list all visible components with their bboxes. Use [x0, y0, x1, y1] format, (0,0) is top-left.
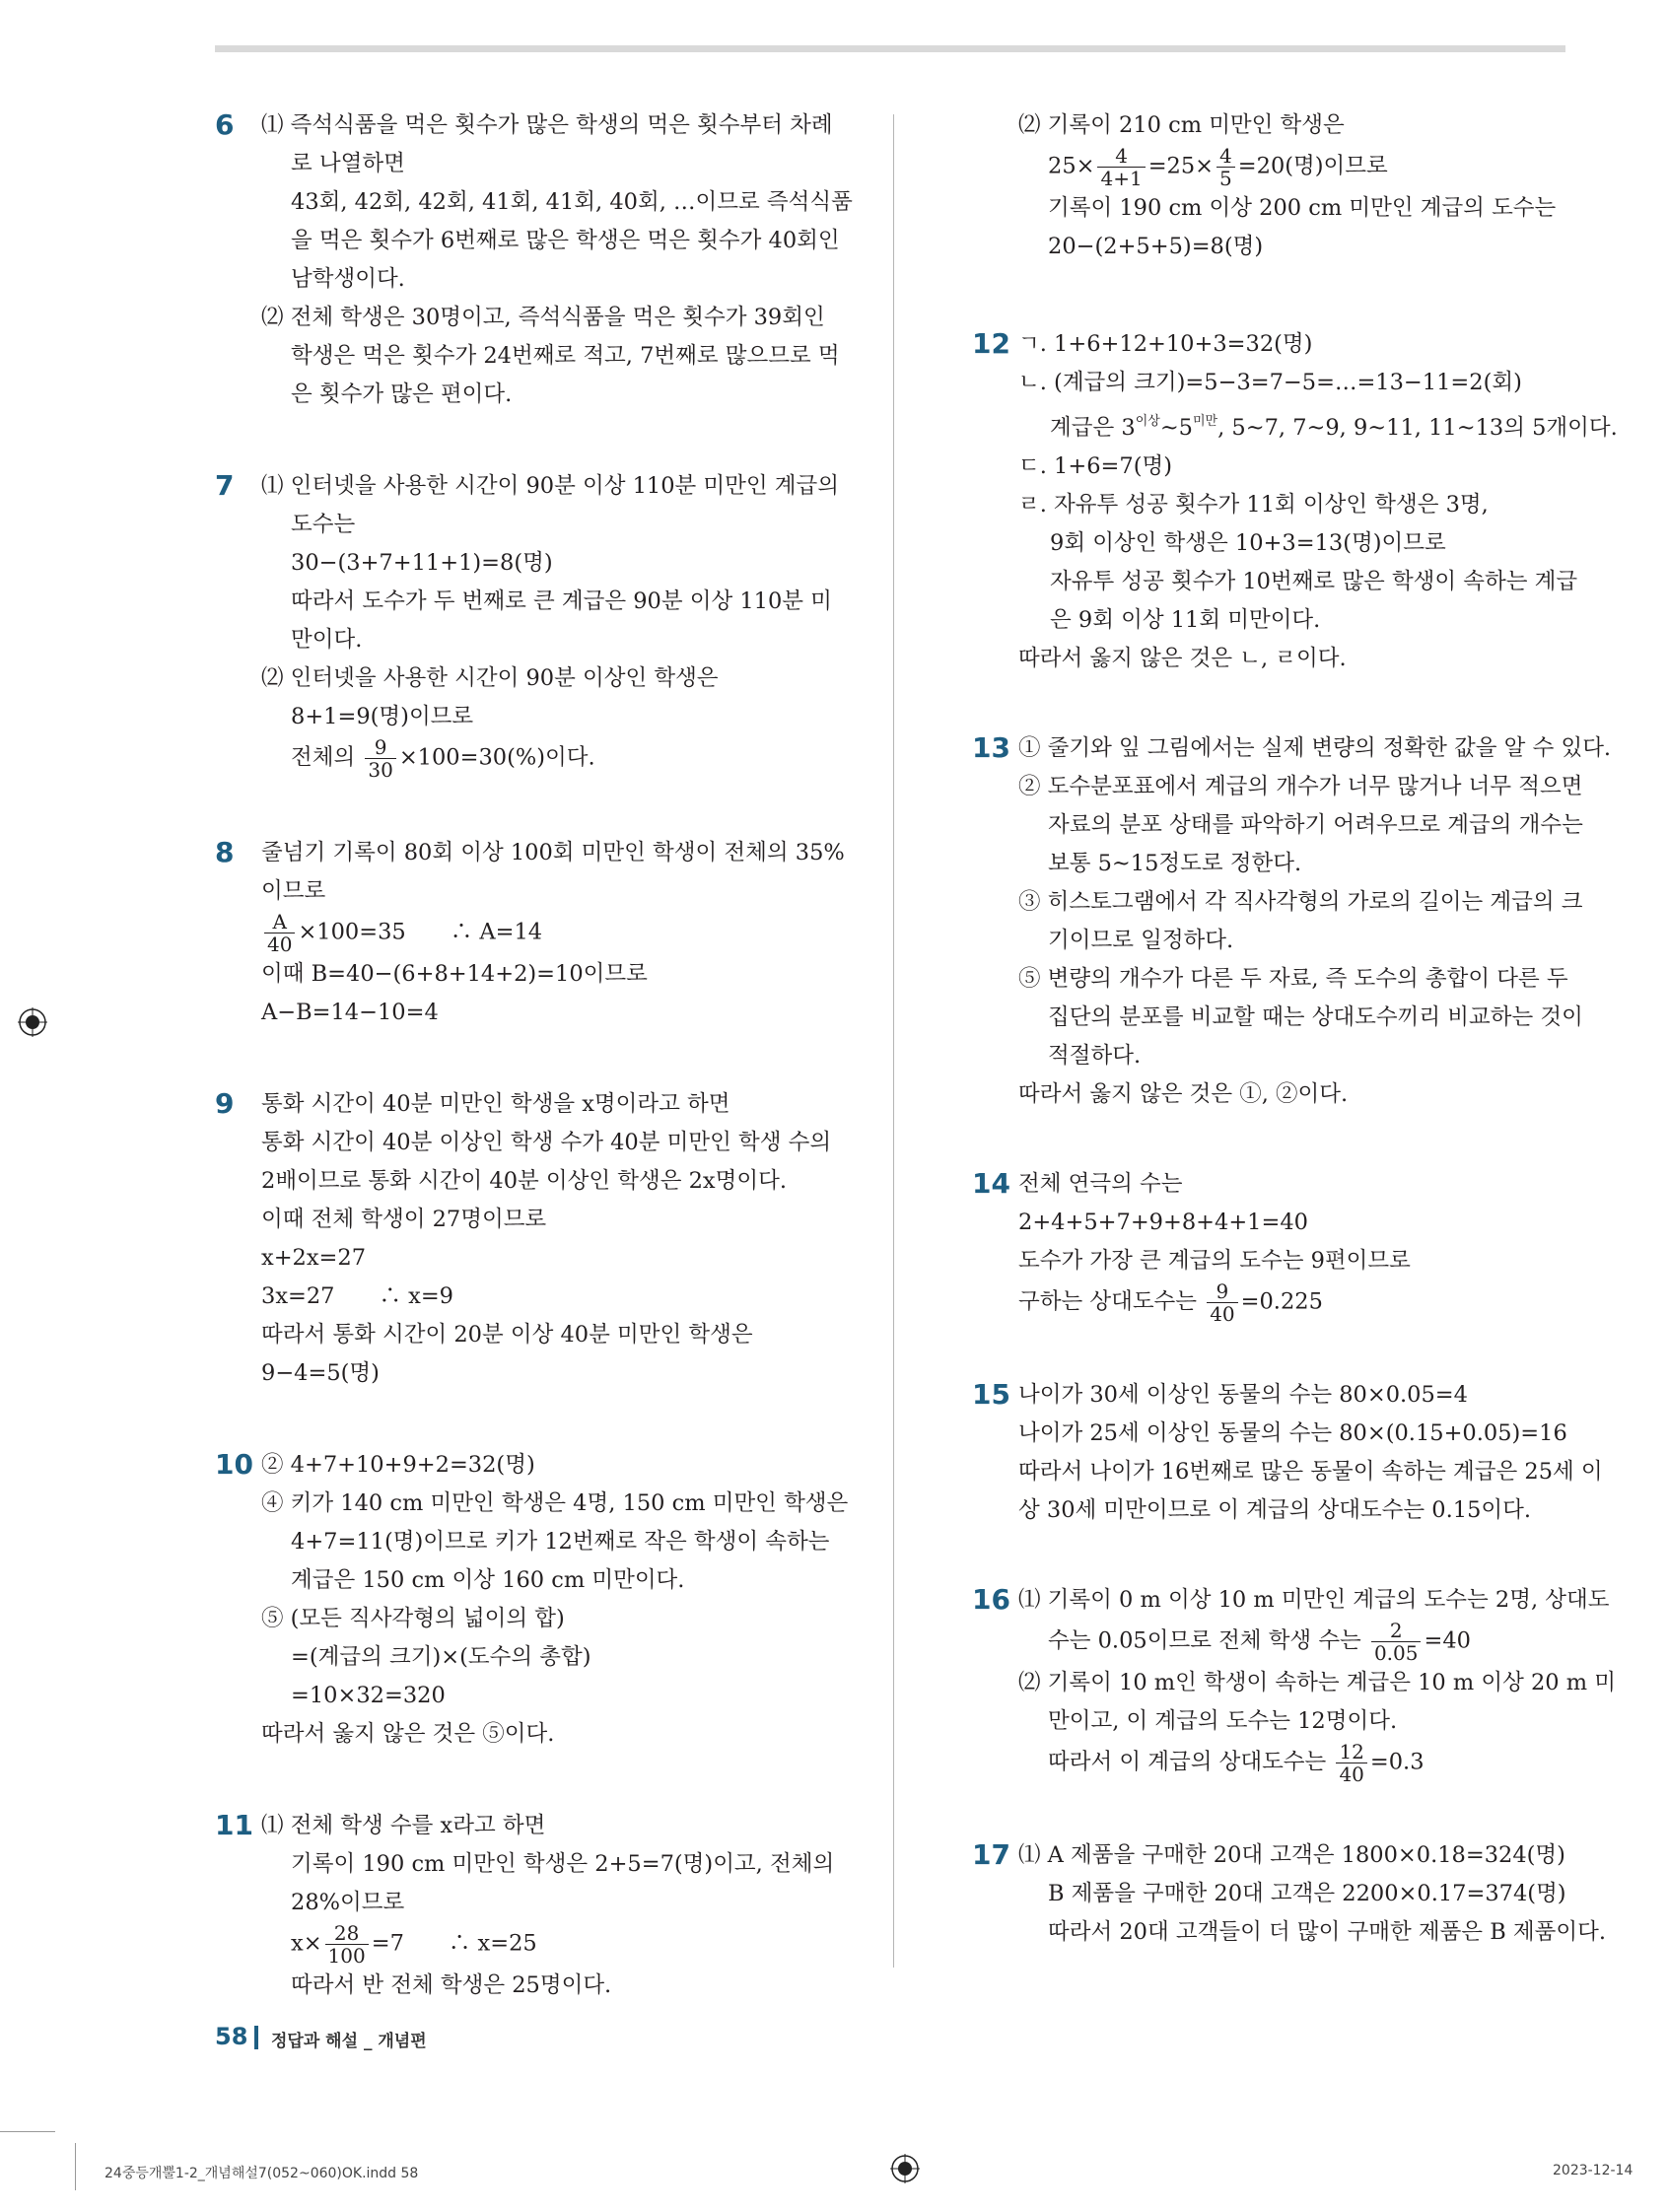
text-segment: 수는 0.05이므로 전체 학생 수는 — [1048, 1627, 1368, 1654]
problem-14 — [972, 1165, 1564, 1325]
text-segment: , 5~7, 7~9, 9~11, 11~13의 5개이다. — [1217, 415, 1618, 441]
text-line: 따라서 반 전체 학생은 25명이다. — [291, 1972, 612, 1998]
fraction-numerator: 9 — [1207, 1280, 1237, 1303]
text-segment: ×100=35 ∴ A=14 — [298, 919, 543, 945]
text-line: ⑤ (모든 직사각형의 넓이의 합) — [261, 1606, 565, 1631]
problem-number: 13 — [972, 731, 1010, 764]
text-segment: =25× — [1147, 153, 1215, 179]
text-line: 만이고, 이 계급의 도수는 12명이다. — [1048, 1708, 1398, 1734]
text-line: ④ 키가 140 cm 미만인 학생은 4명, 150 cm 미만인 학생은 — [261, 1490, 849, 1516]
fraction — [1336, 1741, 1366, 1785]
text-line: 따라서 도수가 두 번째로 큰 계급은 90분 이상 110분 미 — [291, 588, 832, 614]
text-segment: 전체의 — [291, 744, 363, 771]
fraction-denominator: 40 — [1210, 1302, 1235, 1326]
problem-number: 7 — [215, 469, 235, 502]
crop-mark — [75, 2143, 76, 2190]
slug-date: 2023-12-14 — [1553, 2163, 1633, 2178]
fraction-numerator: 12 — [1336, 1741, 1366, 1763]
text-line: 나이가 30세 이상인 동물의 수는 80×0.05=4 — [1018, 1382, 1468, 1408]
fraction — [1371, 1620, 1422, 1664]
text-line: A−B=14−10=4 — [261, 1000, 439, 1025]
text-line: ① 줄기와 잎 그림에서는 실제 변량의 정확한 값을 알 수 있다. — [1018, 735, 1612, 761]
text-line: 기록이 190 cm 이상 200 cm 미만인 계급의 도수는 — [1048, 195, 1557, 221]
text-line: 2배이므로 통화 시간이 40분 이상인 학생은 2x명이다. — [261, 1168, 787, 1194]
fraction-numerator: 4 — [1216, 145, 1235, 168]
problem-number: 8 — [215, 836, 235, 868]
text-line: 따라서 옳지 않은 것은 ⑤이다. — [261, 1721, 555, 1747]
fraction — [1216, 145, 1235, 189]
text-segment: 25× — [1048, 153, 1095, 179]
problem-8 — [215, 834, 856, 1032]
registration-mark-icon — [890, 2154, 920, 2183]
text-line — [1018, 402, 1618, 448]
text-line: 이므로 — [261, 878, 326, 904]
text-segment: =0.3 — [1369, 1749, 1425, 1775]
text-segment: =40 — [1424, 1627, 1471, 1654]
problem-number: 15 — [972, 1378, 1010, 1411]
crop-mark — [0, 2131, 55, 2132]
fraction — [264, 911, 295, 955]
text-segment: 구하는 상대도수는 — [1018, 1288, 1205, 1315]
footer-title: 정답과 해설 _ 개념편 — [271, 2032, 427, 2051]
text-line: ⑤ 변량의 개수가 다른 두 자료, 즉 도수의 총합이 다른 두 — [1018, 966, 1568, 992]
text-line: 따라서 옳지 않은 것은 ①, ②이다. — [1018, 1081, 1349, 1107]
text-line: 자료의 분포 상태를 파악하기 어려우므로 계급의 개수는 — [1048, 812, 1583, 838]
fraction-numerator: 9 — [365, 736, 395, 759]
fraction-denominator: 100 — [327, 1944, 366, 1968]
problem-17 — [972, 1836, 1606, 1952]
fraction-numerator: A — [264, 911, 295, 933]
problem-12 — [972, 325, 1618, 678]
text-line: ㄱ. 1+6+12+10+3=32(명) — [1018, 331, 1313, 357]
text-line: 8+1=9(명)이므로 — [291, 704, 474, 729]
fraction — [1207, 1280, 1237, 1325]
fraction-denominator: 0.05 — [1373, 1641, 1419, 1665]
text-line: 28%이므로 — [291, 1890, 405, 1915]
text-line: 남학생이다. — [291, 266, 405, 292]
text-line — [1018, 145, 1564, 189]
column-divider — [893, 114, 894, 1968]
text-line: 을 먹은 횟수가 6번째로 많은 학생은 먹은 횟수가 40회인 — [291, 228, 840, 253]
text-line: 은 9회 이상 11회 미만이다. — [1050, 607, 1321, 633]
text-line: 따라서 통화 시간이 20분 이상 40분 미만인 학생은 — [261, 1322, 753, 1348]
problem-number: 9 — [215, 1087, 235, 1120]
text-line: 만이다. — [291, 627, 363, 653]
text-line: ⑴ 기록이 0 m 이상 10 m 미만인 계급의 도수는 2명, 상대도 — [1018, 1587, 1610, 1613]
problem-number: 10 — [215, 1448, 253, 1481]
fraction-numerator: 28 — [325, 1922, 369, 1945]
text-line: 통화 시간이 40분 이상인 학생 수가 40분 미만인 학생 수의 — [261, 1130, 832, 1155]
text-line: ⑴ A 제품을 구매한 20대 고객은 1800×0.18=324(명) — [1018, 1842, 1565, 1868]
text-line: 자유투 성공 횟수가 10번째로 많은 학생이 속하는 계급 — [1050, 569, 1578, 594]
problem-cont — [972, 106, 1564, 266]
text-segment: ×100=30(%)이다. — [398, 744, 595, 771]
superscript: 미만 — [1192, 414, 1218, 429]
text-segment: ~5 — [1159, 415, 1193, 441]
problem-number: 12 — [972, 327, 1010, 360]
text-segment: =7 ∴ x=25 — [371, 1930, 537, 1957]
text-line: 도수는 — [291, 512, 356, 537]
text-line: ② 4+7+10+9+2=32(명) — [261, 1452, 535, 1478]
text-segment: =20(명)이므로 — [1237, 153, 1388, 179]
text-line: =10×32=320 — [291, 1683, 446, 1708]
text-line: 따라서 나이가 16번째로 많은 동물이 속하는 계급은 25세 이 — [1018, 1459, 1603, 1485]
fraction-denominator: 4+1 — [1100, 167, 1143, 190]
text-line: ③ 히스토그램에서 각 직사각형의 가로의 길이는 계급의 크 — [1018, 889, 1583, 915]
problem-13 — [972, 729, 1612, 1114]
text-line: 이때 전체 학생이 27명이므로 — [261, 1207, 547, 1232]
fraction-denominator: 5 — [1219, 167, 1232, 190]
text-line: 상 30세 미만이므로 이 계급의 상대도수는 0.15이다. — [1018, 1497, 1532, 1523]
fraction — [365, 736, 395, 781]
text-line: 보통 5~15정도로 정한다. — [1048, 851, 1302, 876]
text-line: 적절하다. — [1048, 1043, 1142, 1069]
left-column — [215, 106, 856, 2005]
registration-mark-icon — [18, 1007, 47, 1037]
text-segment: x× — [291, 1930, 322, 1957]
text-line: 기이므로 일정하다. — [1048, 928, 1234, 953]
text-line: ⑴ 즉석식품을 먹은 횟수가 많은 학생의 먹은 횟수부터 차례 — [261, 112, 833, 138]
fraction — [325, 1922, 369, 1967]
fraction — [1097, 145, 1145, 189]
text-line: 9−4=5(명) — [261, 1360, 380, 1386]
problem-number: 16 — [972, 1583, 1010, 1616]
text-line: 도수가 가장 큰 계급의 도수는 9편이므로 — [1018, 1248, 1411, 1274]
text-line: 집단의 분포를 비교할 때는 상대도수끼리 비교하는 것이 — [1048, 1004, 1583, 1030]
text-line: 4+7=11(명)이므로 키가 12번째로 작은 학생이 속하는 — [291, 1529, 830, 1555]
text-line: 통화 시간이 40분 미만인 학생을 x명이라고 하면 — [261, 1091, 730, 1117]
problem-10 — [215, 1446, 856, 1754]
fraction-numerator: 2 — [1371, 1620, 1422, 1642]
problem-6 — [215, 106, 856, 414]
text-line: ⑵ 인터넷을 사용한 시간이 90분 이상인 학생은 — [261, 665, 719, 691]
problem-number: 17 — [972, 1838, 1010, 1871]
text-line: 은 횟수가 많은 편이다. — [291, 381, 513, 407]
problem-16 — [972, 1581, 1616, 1786]
problem-number: 14 — [972, 1167, 1010, 1200]
problem-15 — [972, 1376, 1603, 1530]
text-line — [261, 736, 856, 781]
problem-11 — [215, 1807, 856, 2005]
text-line: ⑴ 인터넷을 사용한 시간이 90분 이상 110분 미만인 계급의 — [261, 473, 839, 499]
superscript: 이상 — [1135, 414, 1160, 429]
text-line — [1018, 1741, 1564, 1785]
text-line: 9회 이상인 학생은 10+3=13(명)이므로 — [1050, 530, 1446, 556]
slug-filename: 24중등개뿔1-2_개념해설7(052~060)OK.indd 58 — [104, 2166, 419, 2181]
text-line: 로 나열하면 — [291, 151, 405, 176]
text-line: =(계급의 크기)×(도수의 총합) — [291, 1644, 591, 1670]
text-line: ㄴ. (계급의 크기)=5−3=7−5=…=13−11=2(회) — [1018, 370, 1522, 395]
text-line: 43회, 42회, 42회, 41회, 41회, 40회, …이므로 즉석식품 — [291, 189, 853, 215]
text-line: 전체 연극의 수는 — [1018, 1171, 1183, 1197]
fraction-denominator: 30 — [368, 758, 393, 782]
text-line: ⑵ 기록이 210 cm 미만인 학생은 — [1018, 112, 1345, 138]
footer-divider — [254, 2026, 258, 2049]
text-line: 계급은 150 cm 이상 160 cm 미만이다. — [291, 1567, 685, 1593]
text-segment: 따라서 이 계급의 상대도수는 — [1048, 1749, 1334, 1775]
text-line: 3x=27 ∴ x=9 — [261, 1283, 453, 1309]
text-line: ⑵ 기록이 10 m인 학생이 속하는 계급은 10 m 이상 20 m 미 — [1018, 1670, 1616, 1695]
text-line: 이때 B=40−(6+8+14+2)=10이므로 — [261, 961, 648, 987]
text-line: ② 도수분포표에서 계급의 개수가 너무 많거나 너무 적으면 — [1018, 774, 1583, 799]
text-line: 기록이 190 cm 미만인 학생은 2+5=7(명)이고, 전체의 — [291, 1851, 835, 1877]
text-line: ㄹ. 자유투 성공 횟수가 11회 이상인 학생은 3명, — [1018, 492, 1489, 518]
right-column — [972, 106, 1618, 1952]
text-line — [1018, 1620, 1564, 1664]
text-line: 따라서 20대 고객들이 더 많이 구매한 제품은 B 제품이다. — [1048, 1919, 1606, 1945]
top-rule — [215, 45, 1565, 52]
text-line: 학생은 먹은 횟수가 24번째로 적고, 7번째로 많으므로 먹 — [291, 343, 840, 369]
text-segment: =0.225 — [1240, 1288, 1323, 1315]
text-line: 나이가 25세 이상인 동물의 수는 80×(0.15+0.05)=16 — [1018, 1420, 1567, 1446]
text-line — [261, 911, 856, 955]
text-line — [1018, 1280, 1564, 1325]
fraction-denominator: 40 — [1339, 1763, 1364, 1786]
problem-9 — [215, 1085, 856, 1393]
text-line: 줄넘기 기록이 80회 이상 100회 미만인 학생이 전체의 35% — [261, 840, 845, 865]
problem-number: 11 — [215, 1809, 253, 1841]
problem-7 — [215, 467, 856, 781]
text-line: B 제품을 구매한 20대 고객은 2200×0.17=374(명) — [1048, 1881, 1566, 1906]
text-line: 20−(2+5+5)=8(명) — [1048, 234, 1264, 259]
text-line — [261, 1922, 856, 1967]
text-line: x+2x=27 — [261, 1245, 367, 1271]
text-line: 2+4+5+7+9+8+4+1=40 — [1018, 1210, 1308, 1235]
text-line: 따라서 옳지 않은 것은 ㄴ, ㄹ이다. — [1018, 646, 1347, 671]
text-line: ㄷ. 1+6=7(명) — [1018, 453, 1172, 479]
text-line: ⑴ 전체 학생 수를 x라고 하면 — [261, 1813, 546, 1838]
fraction-numerator: 4 — [1097, 145, 1145, 168]
fraction-denominator: 40 — [267, 933, 293, 956]
problem-number: 6 — [215, 108, 235, 141]
text-line: ⑵ 전체 학생은 30명이고, 즉석식품을 먹은 횟수가 39회인 — [261, 305, 825, 330]
page-number: 58 — [215, 2023, 248, 2050]
text-line: 30−(3+7+11+1)=8(명) — [291, 550, 553, 576]
text-segment: 계급은 3 — [1050, 415, 1136, 441]
